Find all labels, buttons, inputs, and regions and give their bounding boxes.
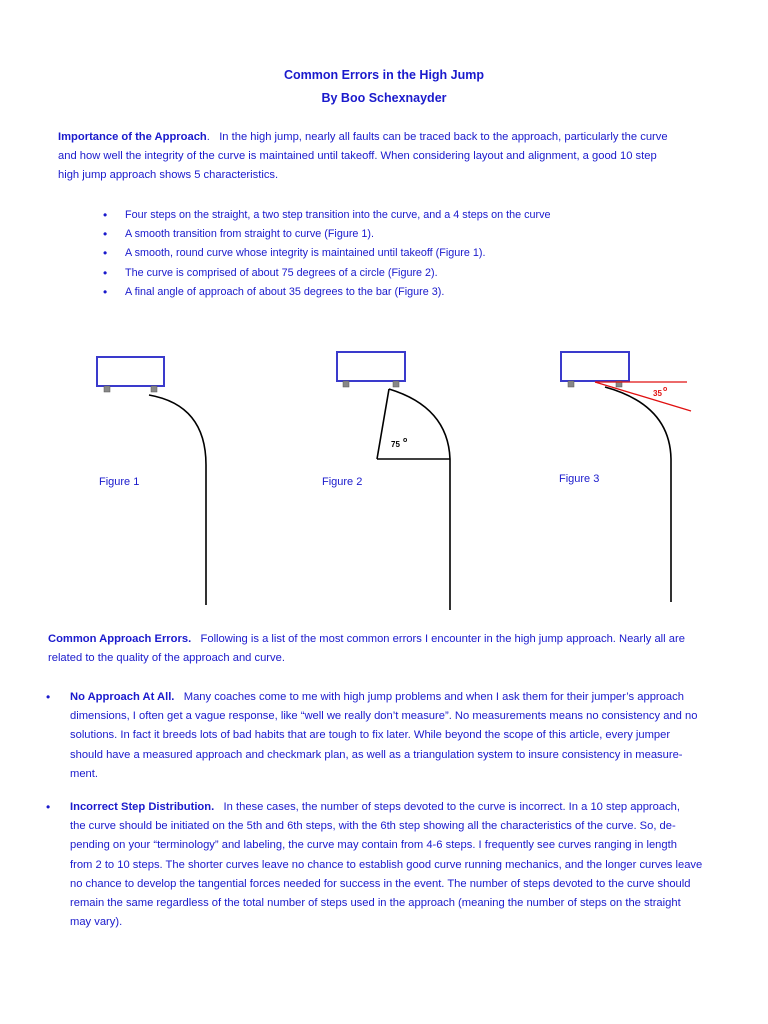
bullet-icon: • — [46, 690, 51, 704]
intro-line-1: Importance of the Approach. In the high jump, nearly all faults can be traced back to the approach, particularly the curve — [58, 131, 668, 143]
errors-intro-line-2: related to the quality of the approach and curve. — [48, 652, 285, 665]
document-author: By Boo Schexnayder — [321, 91, 447, 105]
characteristics-list — [100, 206, 720, 302]
document-title: Common Errors in the High Jump — [283, 68, 484, 82]
radius-line-1 — [377, 389, 389, 459]
degree-symbol: o — [663, 386, 668, 393]
angle-label: 75 — [391, 440, 400, 449]
standard-right — [151, 386, 157, 392]
errors-intro-heading: Common Approach Errors. — [48, 633, 192, 645]
standard-left — [343, 381, 349, 387]
figure-3-label: Figure 3 — [559, 473, 600, 485]
intro-line-3: high jump approach shows 5 characteristics. — [58, 169, 279, 182]
error-body: Incorrect Step Distribution. In these cases, the number of steps devoted to the curve is incorrect. In a 10 step approach, the curve should be initiated on the 5th and 6th steps, with the 6th step showing all the characteristics of the curve. So, de- pending on your “terminology” and labeling, the curve may contain from 4-6 steps. I frequently see curves ranging in length from 2 to 10 steps. The shorter curves leave no chance to establish good curve running mechanics, and the longer curves leave no chance to develop the tangential forces needed for success in the event. The number of steps devoted to the curve should remain the same regardless of the total number of steps used in the approach (meaning the number of steps on the straight may vary). — [70, 801, 703, 929]
standard-left — [104, 386, 110, 392]
figure-2-label: Figure 2 — [322, 476, 363, 488]
landing-pit — [97, 357, 164, 386]
list-item: • A smooth transition from straight to curve (Figure 1). — [100, 225, 720, 244]
intro-paragraph — [58, 128, 738, 186]
bullet-icon: • — [46, 800, 51, 814]
intro-line-2: and how well the integrity of the curve is maintained until takeoff. When considering layout and alignment, a good 10 step — [58, 150, 657, 163]
approach-curve — [389, 389, 450, 610]
landing-pit — [561, 352, 629, 381]
list-item: • A final angle of approach of about 35 degrees to the bar (Figure 3). — [100, 283, 720, 302]
standard-left — [568, 381, 574, 387]
standard-right — [393, 381, 399, 387]
list-item: • The curve is comprised of about 75 degrees of a circle (Figure 2). — [100, 264, 720, 283]
approach-curve — [149, 395, 206, 605]
intro-heading: Importance of the Approach — [58, 131, 207, 143]
error-body: No Approach At All. Many coaches come to me with high jump problems and when I ask them for their jumper’s approach dimensions, I often get a vague response, like “well we really don’t measure”. No measurements means no consistency and no solutions. In fact it breeds lots of bad habits that are tough to fix later. While beyond the scope of this article, every jumper should have a measured approach and checkmark plan, as well as a triangulation system to insure consistency in measure- ment. — [70, 691, 698, 780]
errors-intro-line-1: Common Approach Errors. Following is a list of the most common errors I encounter in the high jump approach. Nearly all are — [48, 633, 685, 645]
angle-label: 35 — [653, 389, 662, 398]
approach-angle-line — [595, 382, 691, 411]
approach-curve — [605, 387, 671, 602]
errors-intro-paragraph — [48, 630, 738, 668]
landing-pit — [337, 352, 405, 381]
list-item: • A smooth, round curve whose integrity is maintained until takeoff (Figure 1). — [100, 244, 720, 263]
list-item: • Four steps on the straight, a two step transition into the curve, and a 4 steps on the curve — [100, 206, 720, 225]
figure-1-label: Figure 1 — [99, 476, 140, 488]
degree-symbol: o — [403, 437, 408, 444]
error-heading: Incorrect Step Distribution. — [70, 801, 215, 813]
error-heading: No Approach At All. — [70, 691, 175, 703]
